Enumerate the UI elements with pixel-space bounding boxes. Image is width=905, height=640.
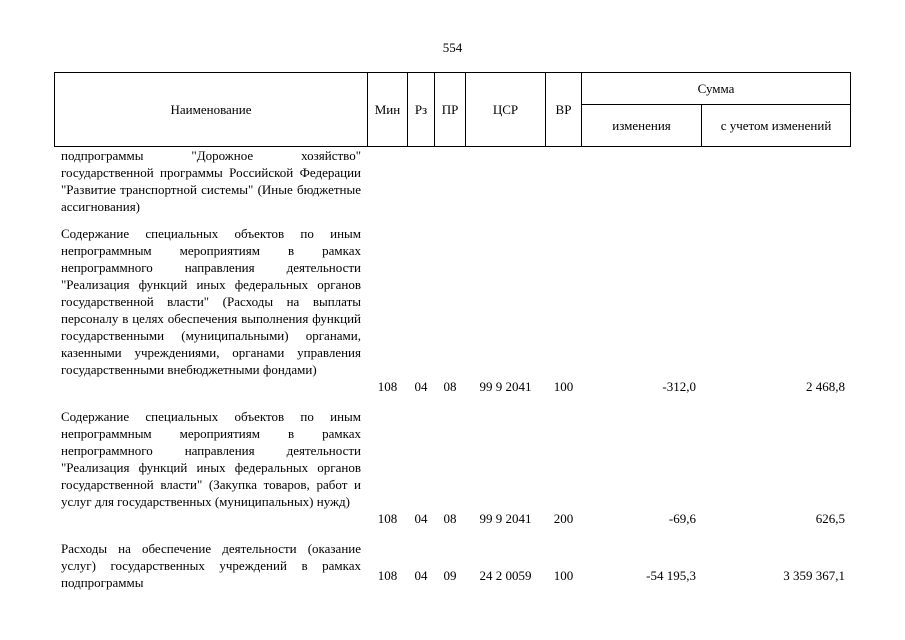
row-min: 108	[377, 568, 398, 583]
row-name: Содержание специальных объектов по иным непрограммным мероприятиям в рамках непрограммного направления деятельности "Реализация функций иных федеральных органов государственной власти" (Расходы на выплаты персоналу в целях обеспечения выполнения функций государственными (муниципальными) органами, казенными учреждениями, органами управления государственными внебюджетными фондами)	[61, 226, 361, 377]
header-rz: Рз	[414, 102, 428, 117]
row-rz: 04	[414, 379, 428, 394]
row-change: -69,6	[668, 511, 696, 526]
row-min: 108	[377, 511, 398, 526]
header-min: Мин	[374, 102, 401, 117]
row-pr: 08	[443, 379, 457, 394]
row-total: 3 359 367,1	[783, 568, 845, 583]
row-csr: 99 9 2041	[479, 379, 532, 394]
row-rz: 04	[414, 511, 428, 526]
header-change: изменения	[612, 118, 671, 133]
col-border	[701, 104, 702, 147]
row-vr: 200	[553, 511, 574, 526]
row-csr: 24 2 0059	[479, 568, 532, 583]
row-name: Расходы на обеспечение деятельности (оказание услуг) государственных учреждений в рамках подпрограммы	[61, 541, 361, 590]
page-number: 554	[442, 40, 463, 55]
row-vr: 100	[553, 568, 574, 583]
row-total: 2 468,8	[806, 379, 845, 394]
row-name: подпрограммы "Дорожное хозяйство" государственной программы Российской Федерации "Развитие транспортной системы" (Иные бюджетные ассигнования)	[61, 148, 361, 214]
row-rz: 04	[414, 568, 428, 583]
header-with-change: с учетом изменений	[720, 118, 832, 133]
header-vr: ВР	[555, 102, 572, 117]
row-min: 108	[377, 379, 398, 394]
row-pr: 09	[443, 568, 457, 583]
col-border	[850, 72, 851, 147]
header-name: Наименование	[170, 102, 252, 117]
header-csr: ЦСР	[492, 102, 519, 117]
row-change: -54 195,3	[646, 568, 696, 583]
row-vr: 100	[553, 379, 574, 394]
row-name: Содержание специальных объектов по иным непрограммным мероприятиям в рамках непрограммного направления деятельности "Реализация функций иных федеральных органов государственной власти" (Закупка товаров, работ и услуг для государственных (муниципальных) нужд)	[61, 409, 361, 509]
row-total: 626,5	[815, 511, 845, 526]
header-summa: Сумма	[697, 81, 735, 96]
row-csr: 99 9 2041	[479, 511, 532, 526]
row-pr: 08	[443, 511, 457, 526]
header-pr: ПР	[441, 102, 459, 117]
row-change: -312,0	[662, 379, 696, 394]
